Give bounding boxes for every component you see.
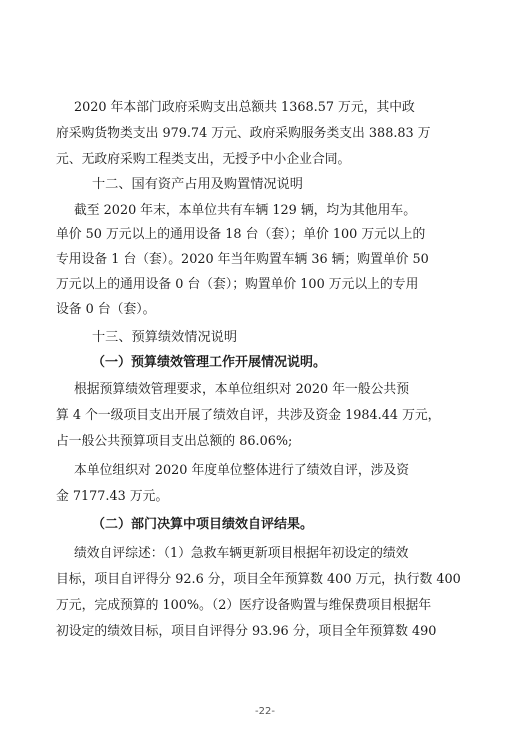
assets-line-3: 专用设备 1 台（套）。2020 年当年购置车辆 36 辆；购置单价 50 bbox=[56, 252, 429, 267]
results-line-3: 万元，完成预算的 100%。（2）医疗设备购置与维保费项目根据年 bbox=[56, 598, 432, 613]
results-line-2: 目标，项目自评得分 92.6 分，项目全年预算数 400 万元，执行数 400 bbox=[56, 572, 461, 587]
procurement-line-2: 府采购货物类支出 979.74 万元、政府采购服务类支出 388.83 万 bbox=[56, 126, 431, 141]
section-heading-performance: 十三、预算绩效情况说明 bbox=[92, 330, 238, 345]
performance2-line-1: 本单位组织对 2020 年度单位整体进行了绩效自评，涉及资 bbox=[74, 463, 410, 478]
section-heading-assets: 十二、国有资产占用及购置情况说明 bbox=[92, 177, 303, 192]
page-number: -22- bbox=[255, 706, 275, 717]
procurement-line-1: 2020 年本部门政府采购支出总额共 1368.57 万元，其中政 bbox=[74, 100, 415, 115]
results-line-4: 初设定的绩效目标，项目自评得分 93.96 分，项目全年预算数 490 bbox=[56, 624, 437, 639]
assets-line-5: 设备 0 台（套）。 bbox=[56, 302, 156, 317]
assets-line-1: 截至 2020 年末，本单位共有车辆 129 辆，均为其他用车。 bbox=[74, 203, 416, 218]
performance-line-2: 算 4 个一级项目支出开展了绩效自评，共涉及资金 1984.44 万元， bbox=[56, 408, 441, 423]
results-line-1: 绩效自评综述：（1）急救车辆更新项目根据年初设定的绩效 bbox=[74, 546, 409, 561]
assets-line-4: 万元以上的通用设备 0 台（套）；购置单价 100 万元以上的专用 bbox=[56, 277, 419, 292]
subheading-self-evaluation-results: （二）部门决算中项目绩效自评结果。 bbox=[92, 517, 314, 532]
procurement-line-3: 元、无政府采购工程类支出，无授予中小企业合同。 bbox=[56, 152, 351, 167]
subheading-performance-management: （一）预算绩效管理工作开展情况说明。 bbox=[92, 355, 327, 370]
performance2-line-2: 金 7177.43 万元。 bbox=[56, 489, 169, 504]
assets-line-2: 单价 50 万元以上的通用设备 18 台（套）；单价 100 万元以上的 bbox=[56, 227, 426, 242]
performance-line-1: 根据预算绩效管理要求，本单位组织对 2020 年一般公共预 bbox=[74, 382, 410, 397]
performance-line-3: 占一般公共预算项目支出总额的 86.06%; bbox=[56, 434, 293, 449]
